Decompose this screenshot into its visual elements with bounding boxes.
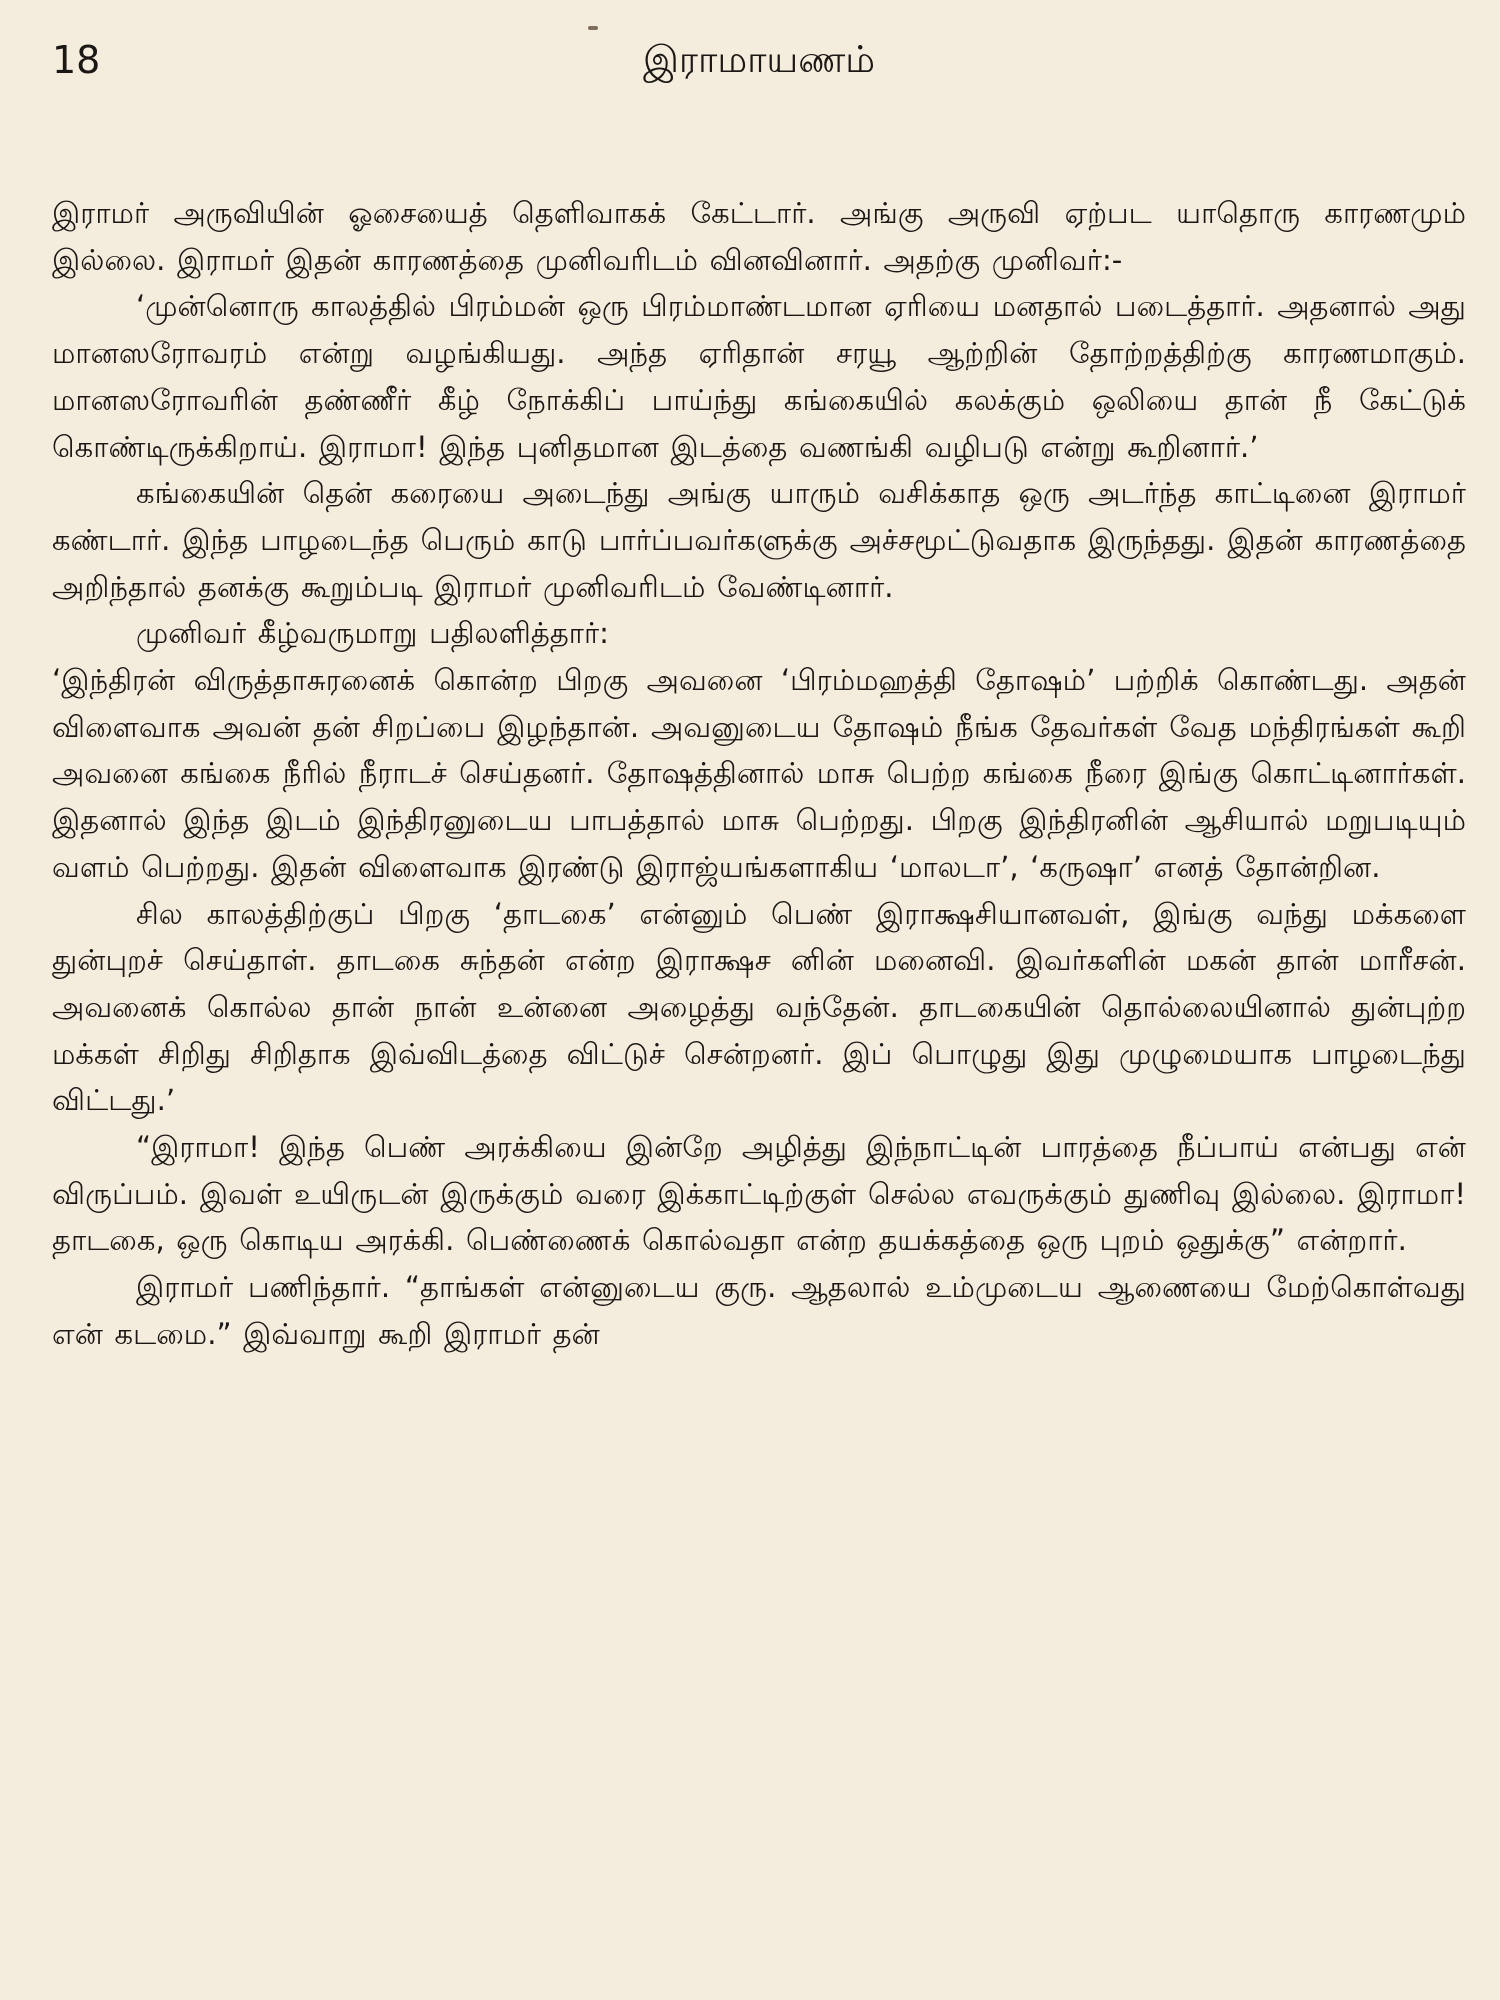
page-header (52, 38, 1466, 122)
page-number: 18 (52, 38, 101, 82)
page-body (52, 190, 1466, 1358)
paragraph-4: முனிவர் கீழ்வருமாறு பதிலளித்தார்: (136, 616, 609, 651)
paragraph-7: “இராமா! இந்த பெண் அரக்கியை இன்றே அழித்து இந்நாட்டின் பாரத்தை நீப்பாய் என்பது என் விருப்பம். இவள் உயிருடன் இருக்கும் வரை இக்காட்டிற்குள் செல்ல எவருக்கும் துணிவு இல்லை. இராமா! தாடகை, ஒரு கொடிய அரக்கி. பெண்ணைக் கொல்வதா என்ற தயக்கத்தை ஒரு புறம் ஒதுக்கு” என்றார். (52, 1130, 1466, 1258)
paragraph-5: ‘இந்திரன் விருத்தாசுரனைக் கொன்ற பிறகு அவனை ‘பிரம்மஹத்தி தோஷம்’ பற்றிக் கொண்டது. அதன் விளைவாக அவன் தன் சிறப்பை இழந்தான். அவனுடைய தோஷம் நீங்க தேவர்கள் வேத மந்திரங்கள் கூறி அவனை கங்கை நீரில் நீராடச் செய்தனர். தோஷத்தினால் மாசு பெற்ற கங்கை நீரை இங்கு கொட்டினார்கள். இதனால் இந்த இடம் இந்திரனுடைய பாபத்தால் மாசு பெற்றது. பிறகு இந்திரனின் ஆசியால் மறுபடியும் வளம் பெற்றது. இதன் விளைவாக இரண்டு இராஜ்யங்களாகிய ‘மாலடா’, ‘கருஷா’ எனத் தோன்றின. (52, 663, 1466, 884)
print-mark-icon (588, 26, 598, 30)
running-title: இராமாயணம் (642, 38, 876, 81)
paragraph-8: இராமர் பணிந்தார். “தாங்கள் என்னுடைய குரு. ஆதலால் உம்முடைய ஆணையை மேற்கொள்வது என் கடமை.” இவ்வாறு கூறி இராமர் தன் (52, 1270, 1466, 1351)
paragraph-2: ‘முன்னொரு காலத்தில் பிரம்மன் ஒரு பிரம்மாண்டமான ஏரியை மனதால் படைத்தார். அதனால் அது மானஸரோவரம் என்று வழங்கியது. அந்த ஏரிதான் சரயூ ஆற்றின் தோற்றத்திற்கு காரணமாகும். மானஸரோவரின் தண்ணீர் கீழ் நோக்கிப் பாய்ந்து கங்கையில் கலக்கும் ஒலியை தான் நீ கேட்டுக் கொண்டிருக்கிறாய். இராமா! இந்த புனிதமான இடத்தை வணங்கி வழிபடு என்று கூறினார்.’ (52, 289, 1466, 464)
paragraph-3: கங்கையின் தென் கரையை அடைந்து அங்கு யாரும் வசிக்காத ஒரு அடர்ந்த காட்டினை இராமர் கண்டார். இந்த பாழடைந்த பெரும் காடு பார்ப்பவர்களுக்கு அச்சமூட்டுவதாக இருந்தது. இதன் காரணத்தை அறிந்தால் தனக்கு கூறும்படி இராமர் முனிவரிடம் வேண்டினார். (52, 476, 1466, 604)
paragraph-1: இராமர் அருவியின் ஓசையைத் தெளிவாகக் கேட்டார். அங்கு அருவி ஏற்பட யாதொரு காரணமும் இல்லை. இராமர் இதன் காரணத்தை முனிவரிடம் வினவினார். அதற்கு முனிவர்:- (52, 196, 1466, 277)
paragraph-6: சில காலத்திற்குப் பிறகு ‘தாடகை’ என்னும் பெண் இராக்ஷசியானவள், இங்கு வந்து மக்களை துன்புறச் செய்தாள். தாடகை சுந்தன் என்ற இராக்ஷச னின் மனைவி. இவர்களின் மகன் தான் மாரீசன். அவனைக் கொல்ல தான் நான் உன்னை அழைத்து வந்தேன். தாடகையின் தொல்லையினால் துன்புற்ற மக்கள் சிறிது சிறிதாக இவ்விடத்தை விட்டுச் சென்றனர். இப் பொழுது இது முழுமையாக பாழடைந்து விட்டது.’ (52, 896, 1466, 1118)
